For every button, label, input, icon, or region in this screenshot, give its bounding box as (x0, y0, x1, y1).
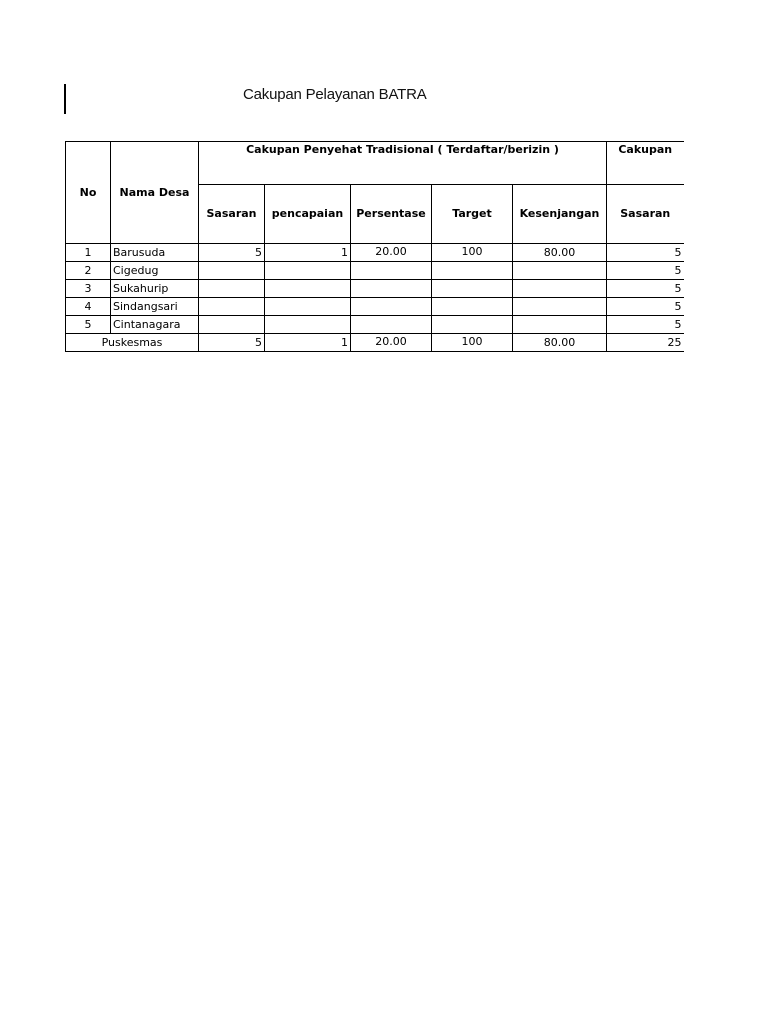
total-persentase: 20.00 (351, 334, 432, 352)
cell-sasaran (199, 262, 265, 280)
cell-pencapaian (265, 298, 351, 316)
page-title: Cakupan Pelayanan BATRA (243, 86, 427, 103)
table-row (66, 262, 684, 280)
cell-persentase (351, 316, 432, 334)
cell-target (432, 262, 513, 280)
cell-desa: Sukahurip (111, 280, 199, 298)
cell-no: 4 (66, 298, 111, 316)
cell-desa: Barusuda (111, 244, 199, 262)
total-label: Puskesmas (66, 334, 199, 352)
cell-sasaran: 5 (199, 244, 265, 262)
header-kesenjangan: Kesenjangan (513, 185, 607, 244)
left-border-line (64, 84, 66, 114)
cell-persentase (351, 280, 432, 298)
table-row (66, 244, 684, 262)
cell-sasaran-2: 5 (607, 316, 684, 334)
table-row (66, 280, 684, 298)
cell-no: 5 (66, 316, 111, 334)
cell-sasaran (199, 280, 265, 298)
cell-no: 2 (66, 262, 111, 280)
total-sasaran: 5 (199, 334, 265, 352)
total-target: 100 (432, 334, 513, 352)
header-row-group (66, 142, 684, 185)
header-persentase: Persentase (351, 185, 432, 244)
cell-target: 100 (432, 244, 513, 262)
total-sasaran-2: 25 (607, 334, 684, 352)
cell-sasaran (199, 316, 265, 334)
cell-sasaran-2: 5 (607, 244, 684, 262)
header-pencapaian: pencapaian (265, 185, 351, 244)
table-row (66, 298, 684, 316)
cell-sasaran-2: 5 (607, 262, 684, 280)
cell-pencapaian (265, 262, 351, 280)
cell-no: 3 (66, 280, 111, 298)
coverage-table (65, 141, 684, 352)
cell-sasaran (199, 298, 265, 316)
cell-desa: Cigedug (111, 262, 199, 280)
cell-kesenjangan (513, 298, 607, 316)
cell-pencapaian: 1 (265, 244, 351, 262)
cell-kesenjangan (513, 280, 607, 298)
cell-persentase (351, 298, 432, 316)
cell-sasaran-2: 5 (607, 298, 684, 316)
cell-kesenjangan (513, 316, 607, 334)
cell-desa: Cintanagara (111, 316, 199, 334)
cell-kesenjangan (513, 262, 607, 280)
header-nama-desa: Nama Desa (111, 142, 199, 244)
cell-pencapaian (265, 316, 351, 334)
header-sasaran-2: Sasaran (607, 185, 684, 244)
header-target: Target (432, 185, 513, 244)
cell-target (432, 316, 513, 334)
cell-persentase: 20.00 (351, 244, 432, 262)
header-group-penyehat: Cakupan Penyehat Tradisional ( Terdaftar/berizin ) (199, 142, 607, 185)
cell-kesenjangan: 80.00 (513, 244, 607, 262)
cell-pencapaian (265, 280, 351, 298)
cell-persentase (351, 262, 432, 280)
total-kesenjangan: 80.00 (513, 334, 607, 352)
header-group-cakupan: Cakupan (607, 142, 684, 185)
total-pencapaian: 1 (265, 334, 351, 352)
total-row (66, 334, 684, 352)
cell-target (432, 298, 513, 316)
header-sasaran: Sasaran (199, 185, 265, 244)
table-row (66, 316, 684, 334)
header-no: No (66, 142, 111, 244)
cell-target (432, 280, 513, 298)
cell-sasaran-2: 5 (607, 280, 684, 298)
cell-no: 1 (66, 244, 111, 262)
cell-desa: Sindangsari (111, 298, 199, 316)
